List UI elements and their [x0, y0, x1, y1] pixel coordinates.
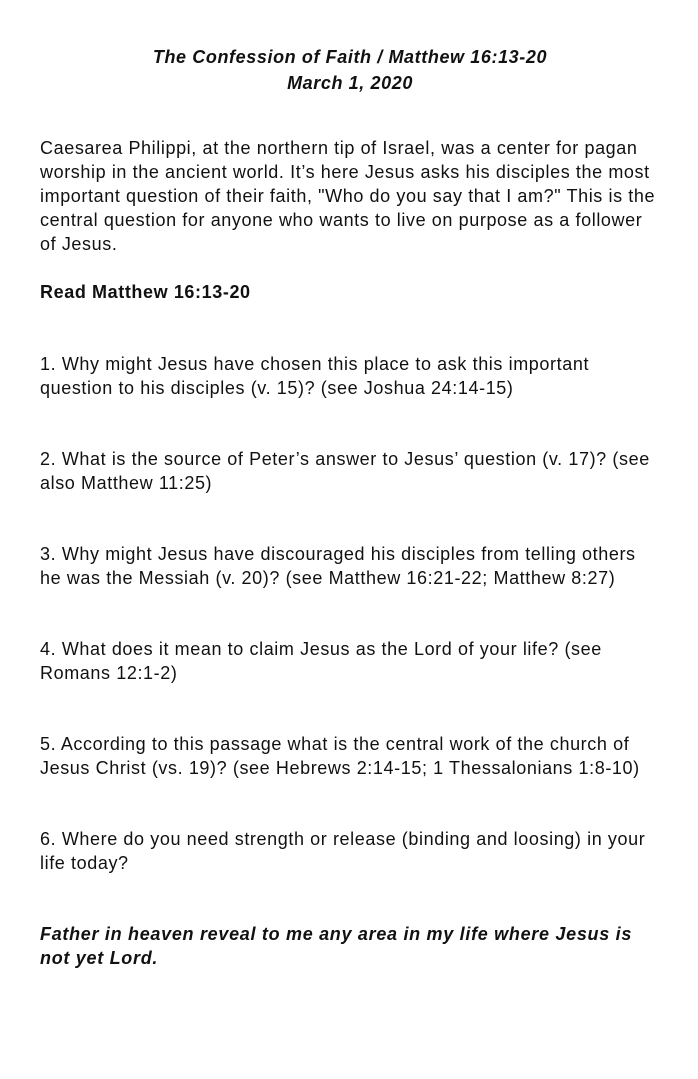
document-date: March 1, 2020: [287, 73, 413, 93]
question-2: 2. What is the source of Peter’s answer to Jesus’ question (v. 17)? (see also Matthew 11:25): [40, 449, 650, 493]
document-header: [40, 44, 660, 96]
scripture-reading-label: Read Matthew 16:13-20: [40, 282, 251, 302]
question-6: 6. Where do you need strength or release (binding and loosing) in your life today?: [40, 829, 646, 873]
closing-prayer: Father in heaven reveal to me any area in my life where Jesus is not yet Lord.: [40, 924, 633, 968]
question-4: 4. What does it mean to claim Jesus as the Lord of your life? (see Romans 12:1-2): [40, 639, 602, 683]
question-5: 5. According to this passage what is the central work of the church of Jesus Christ (vs. 19)? (see Hebrews 2:14-15; 1 Thessalonians 1:8-10): [40, 734, 640, 778]
document-title: The Confession of Faith / Matthew 16:13-20: [152, 47, 548, 67]
intro-paragraph: Caesarea Philippi, at the northern tip of Israel, was a center for pagan worship in the ancient world. It’s here Jesus asks his disciples the most important question of their faith, "Who do you say that I am?" This is the central question for anyone who wants to live on purpose as a follower of Jesus.: [40, 138, 656, 254]
question-1: 1. Why might Jesus have chosen this place to ask this important question to his disciples (v. 15)? (see Joshua 24:14-15): [40, 354, 590, 398]
question-list: [40, 352, 660, 875]
document-page: [40, 44, 660, 970]
question-3: 3. Why might Jesus have discouraged his disciples from telling others he was the Messiah (v. 20)? (see Matthew 16:21-22; Matthew 8:27): [40, 544, 636, 588]
